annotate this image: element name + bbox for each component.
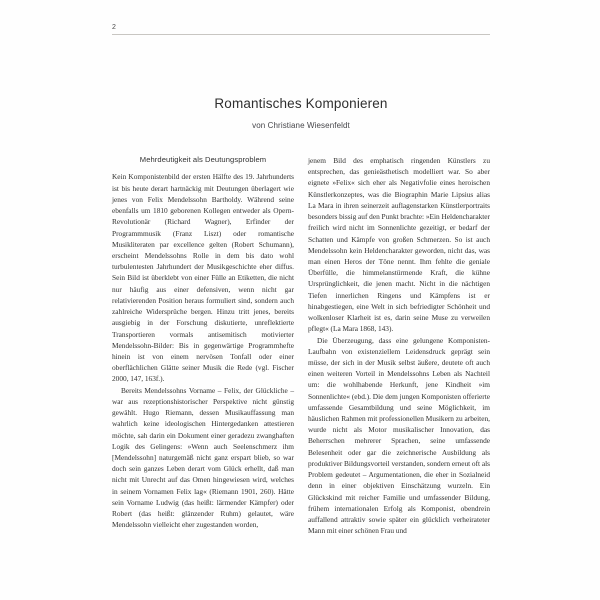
running-head (112, 24, 490, 35)
header-rule (112, 34, 490, 35)
page-number: 2 (112, 24, 117, 31)
paragraph: Die Überzeugung, dass eine gelungene Komponisten-Laufbahn von existenziellem Leidensdruck geprägt sein müsse, der sich in der Musik selbst äußere, deutete oft auch einen weiteren Vorteil in Mendelssohns Leben als Nachteil um: die wohlhabende Herkunft, jene Kindheit »im Sonnenlichte« (ebd.). Die dem jungen Komponisten offerierte umfassende Gesamtbildung und seine Möglichkeit, im häuslichen Rahmen mit professionellen Musikern zu arbeiten, wurde nicht als Motor musikalischer Innovation, das Beherrschen mehrerer Sprachen, seine umfassende Belesenheit oder gar die zeichnerische Ausbildung als produktiver Bildungsvorteil verstanden, sondern erneut oft als Problem gedeutet – Argumentationen, die eher in Sozialneid denn in einer objektiven Einschätzung wurzeln. Ein Glückskind mit reicher Familie und umfassender Bildung, frühem internationalen Erfolg als Komponist, obendrein auffallend attraktiv sowie später ein glücklich verheirateter Mann mit einer schönen Frau und (308, 335, 490, 536)
paragraph: Bereits Mendelssohns Vorname – Felix, der Glückliche – war aus rezeptionshistorischer Perspektive nicht günstig gewählt. Hugo Riemann, dessen Musikauffassung man wahrlich keine ideologischen Hintergedanken attestieren möchte, sah darin ein Dokument einer geradezu zwanghaften Logik des Gelingens: »Wenn auch Seelenschmerz ihm [Mendelssohn] naturgemäß nicht ganz erspart blieb, so war doch sein ganzes Leben derart vom Glück erhellt, daß man nicht mit Unrecht auf das Omen hingewiesen wird, welches in seinem Vornamen Felix lag« (Riemann 1901, 260). Hätte sein Vorname Ludwig (das heißt: lärmender Kämpfer) oder Robert (das heißt: glänzender Ruhm) gelautet, wäre Mendelssohn vielleicht eher zugestanden worden, (112, 385, 294, 530)
section-heading: Mehrdeutigkeit als Deutungsproblem (139, 155, 267, 164)
title-block (112, 96, 490, 131)
text-columns (112, 155, 490, 536)
article-title: Romantisches Komponieren (214, 96, 388, 111)
column-right (308, 155, 490, 536)
author-byline: von Christiane Wiesenfeldt (252, 121, 350, 131)
paragraph: jenem Bild des emphatisch ringenden Künstlers zu entsprechen, das genieästhetisch modelliert war. So aber eignete »Felix« sich eher als Negativfolie eines heroischen Künstlerkonzeptes, was die Biographin Marie Lipsius alias La Mara in ihren seinerzeit auflagenstarken Künstlerportraits besonders bissig auf den Punkt brachte: »Ein Heldencharakter freilich wird nicht im Sonnenlichte gezeitigt, er bedarf der Schatten und Kämpfe von großen Schmerzen. So ist auch Mendelssohn kein Heldencharakter geworden, nicht das, was man einen Heros der Töne nennt. Ihm fehlte die geniale Überfülle, die himmelanstürmende Kraft, die kühne Ursprünglichkeit, die jenen macht. Nicht in die nächtigen Tiefen innerlichen Ringens und Kämpfens ist er hinabgestiegen, eine Welt in sich befriedigter Schönheit und wolkenloser Klarheit ist es, darin seine Muse zu verweilen pflegt« (La Mara 1868, 143). (308, 156, 490, 334)
column-left (112, 155, 294, 536)
paragraph: Kein Komponistenbild der ersten Hälfte des 19. Jahrhunderts ist bis heute derart hartnäckig mit Deutungen überlagert wie jenes von Felix Mendelssohn Bartholdy. Während seine ebenfalls um 1810 geborenen Kollegen entweder als Opern-Revolutionär (Richard Wagner), Erfinder der Programmmusik (Franz Liszt) oder romantische Musikliteraten par excellence gelten (Robert Schumann), erscheint Mendelssohns Rolle in dem bis dato wohl turbulentesten Jahrhundert der Musikgeschichte eher diffus. Sein Bild ist überklebt von einer Fülle an Etiketten, die nicht nur häufig aus einer defensiven, wenn nicht gar relativierenden Position heraus formuliert sind, sondern auch zahlreiche Widersprüche bergen. Hinzu tritt jenes, bereits ausgiebig in der Forschung diskutierte, unreflektierte Transportieren vormals antisemitisch motivierter Mendelssohn-Bilder: Bis in gegenwärtige Programmhefte hinein ist von einem nervösen Tonfall oder einer oberflächlichen Glätte seiner Musik die Rede (vgl. Fischer 2000, 147, 163f.). (112, 172, 294, 384)
